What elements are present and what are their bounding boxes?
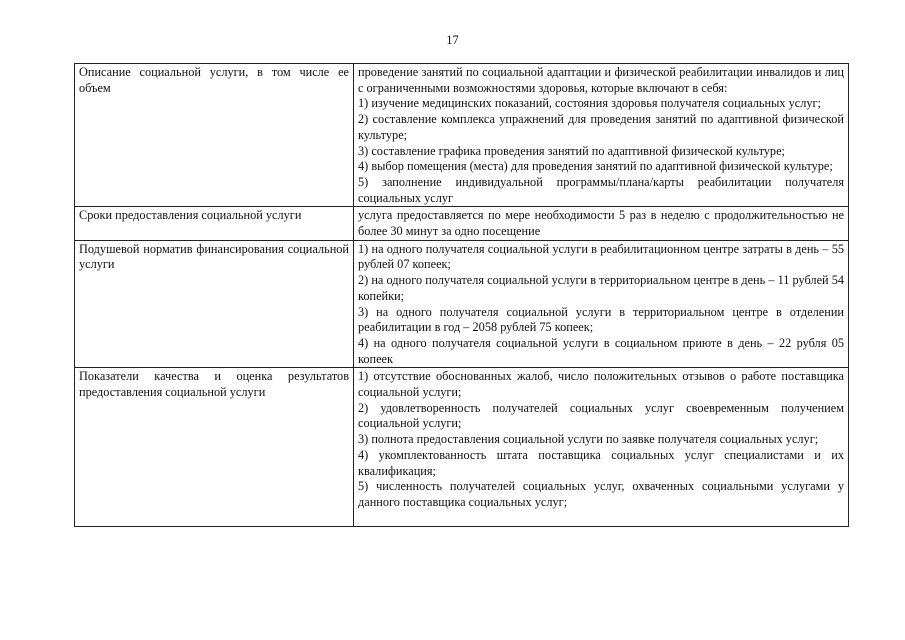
list-item: 2) удовлетворенность получателей социальных услуг своевременным получением социальной услуги; xyxy=(358,400,844,431)
list-item: 4) на одного получателя социальной услуги в социальном приюте в день – 22 рубля 05 копеек xyxy=(358,335,844,366)
row-content xyxy=(354,64,849,207)
table-row xyxy=(75,207,849,240)
list-item: 2) на одного получателя социальной услуги в территориальном центре в день – 11 рублей 54 копейки; xyxy=(358,273,844,303)
row-content xyxy=(354,240,849,368)
table-row xyxy=(75,64,849,207)
table-row xyxy=(75,240,849,368)
row-label: Сроки предоставления социальной услуги xyxy=(75,207,354,240)
row-label: Подушевой норматив финансирования социальной услуги xyxy=(75,240,354,368)
list-item: 1) отсутствие обоснованных жалоб, число положительных отзывов о работе поставщика социальной услуги; xyxy=(358,369,844,400)
content-intro: услуга предоставляется по мере необходимости 5 раз в неделю с продолжительностью не более 30 минут за одно посещение xyxy=(358,208,844,239)
page-number: 17 xyxy=(446,33,459,47)
row-content xyxy=(354,368,849,527)
service-description-table xyxy=(74,63,849,527)
list-item: 2) составление комплекса упражнений для проведения занятий по адаптивной физической культуре; xyxy=(358,112,844,142)
list-item: 1) изучение медицинских показаний, состояния здоровья получателя социальных услуг; xyxy=(358,96,821,111)
list-item: 3) на одного получателя социальной услуги в территориальном центре в отделении реабилитации в год – 2058 рублей 75 копеек; xyxy=(358,304,844,335)
table-row xyxy=(75,368,849,527)
list-item: 3) составление графика проведения занятий по адаптивной физической культуре; xyxy=(358,143,785,158)
list-item: 5) численность получателей социальных услуг, охваченных социальными услугами у данного поставщика социальных услуг; xyxy=(358,479,844,509)
list-item: 4) укомплектованность штата поставщика социальных услуг специалистами и их квалификация; xyxy=(358,447,844,478)
list-item: 1) на одного получателя социальной услуги в реабилитационном центре затраты в день – 55 рублей 07 копеек; xyxy=(358,241,844,272)
row-label: Показатели качества и оценка результатов предоставления социальной услуги xyxy=(75,368,354,527)
list-item: 5) заполнение индивидуальной программы/плана/карты реабилитации получателя социальных услуг xyxy=(358,174,844,205)
content-intro: проведение занятий по социальной адаптации и физической реабилитации инвалидов и лиц с ограниченными возможностями здоровья, которые включают в себя: xyxy=(358,65,844,95)
row-content xyxy=(354,207,849,240)
list-item: 4) выбор помещения (места) для проведения занятий по адаптивной физической культуре; xyxy=(358,159,833,174)
list-item: 3) полнота предоставления социальной услуги по заявке получателя социальных услуг; xyxy=(358,432,819,447)
row-label: Описание социальной услуги, в том числе ее объем xyxy=(75,64,354,207)
